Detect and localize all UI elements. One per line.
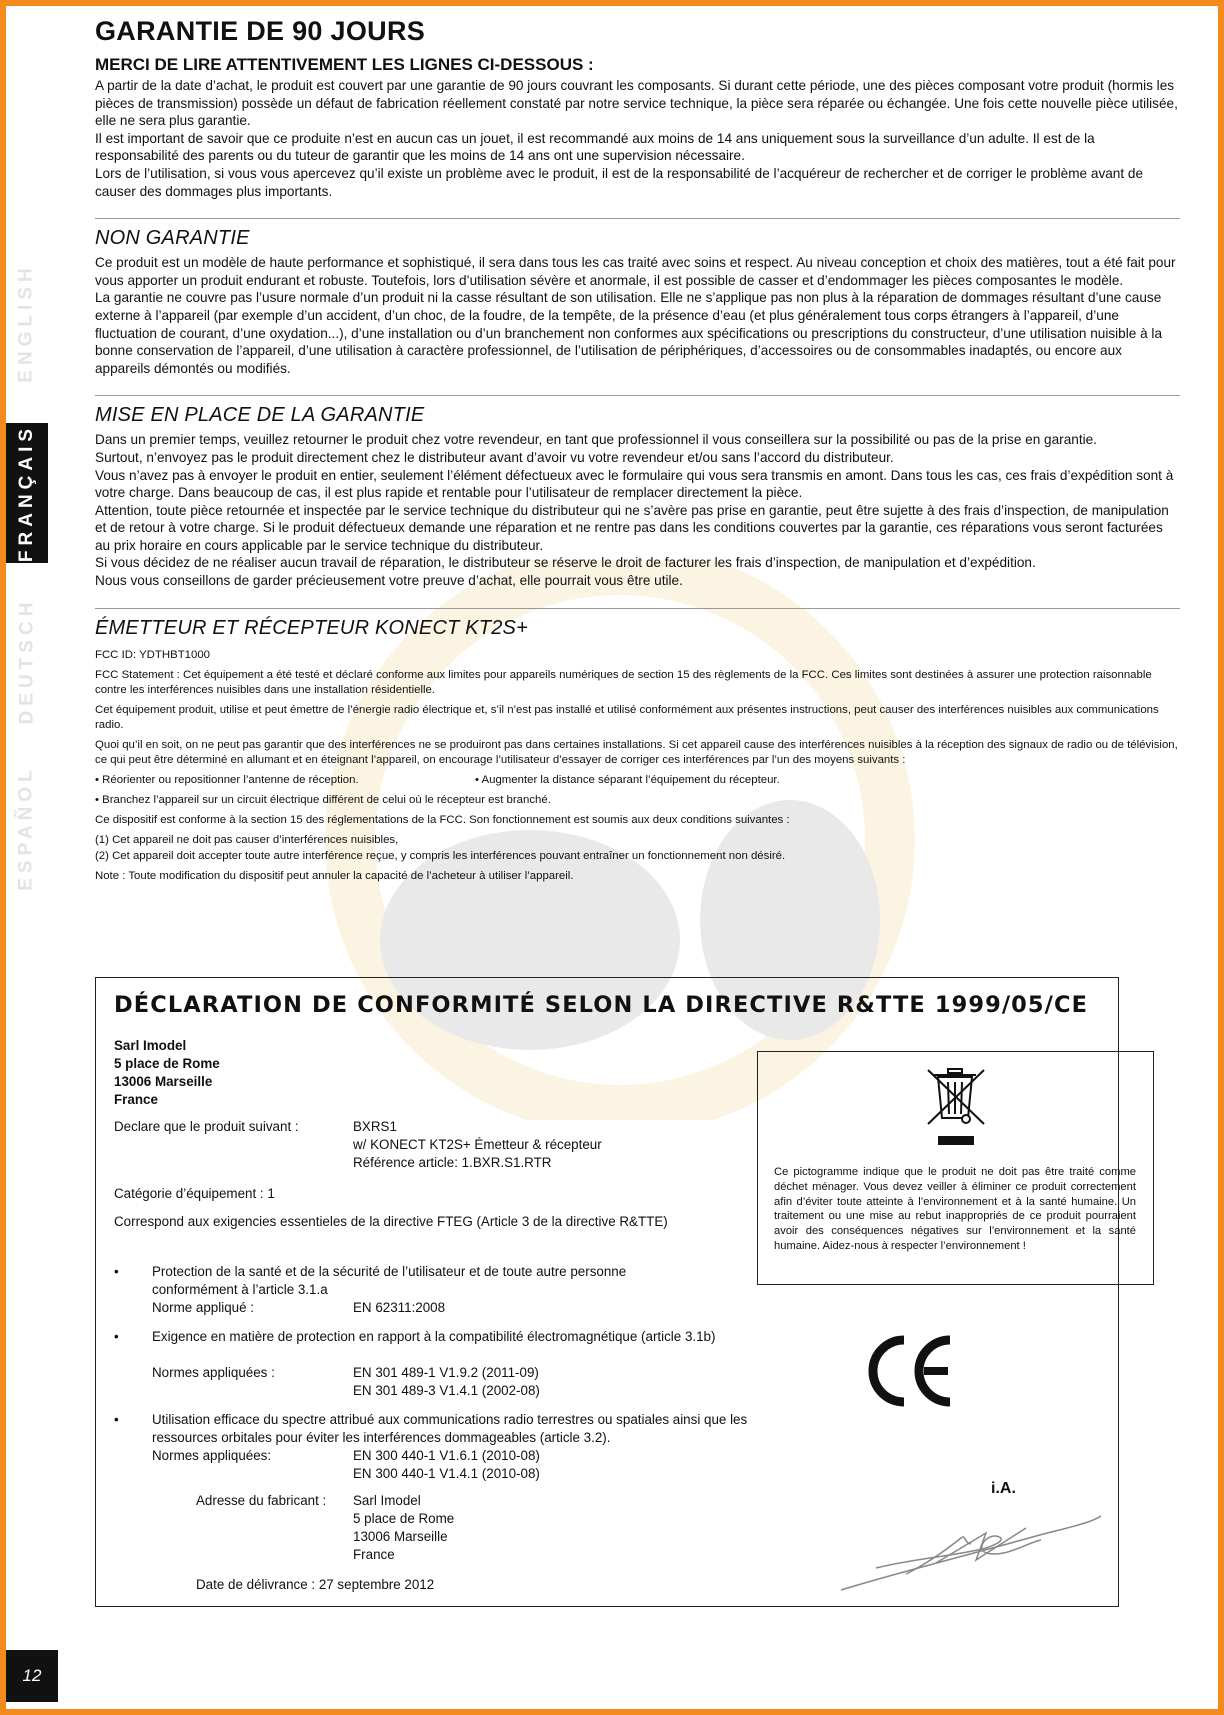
declaration-item-text: Exigence en matière de protection en rapport à la compatibilité électromagnétique (article 3.1b) xyxy=(152,1329,716,1344)
section-divider xyxy=(95,608,1180,609)
ia-label: i.A. xyxy=(991,1480,1016,1497)
crossed-bin-icon xyxy=(924,1066,988,1148)
non-warranty-paragraph: Ce produit est un modèle de haute performance et sophistiqué, il sera dans tous les cas traité avec soins et respect. Au niveau conception et choix des matières, tout a été fait pour vous apporter un produit endurant et robuste. Toutefois, lors d’utilisation sévère et anormale, il est possible de casser et d’endommager les pièces composantes le modèle. xyxy=(95,255,1176,288)
bullet-mark: • xyxy=(114,1412,119,1427)
setup-paragraph: Si vous décidez de ne réaliser aucun travail de réparation, le distributeur se réserve le droit de facturer les frais d’inspection, de manipulation et d’expédition. xyxy=(95,555,1036,571)
bullet-mark: • xyxy=(114,1264,119,1279)
fcc-bullet: • Augmenter la distance séparant l’équipement du récepteur. xyxy=(475,773,780,786)
ce-mark-icon xyxy=(866,1334,956,1408)
setup-paragraph: Dans un premier temps, veuillez retourner le produit chez votre revendeur, en tant que professionnel il vous conseillera sur la possibilité ou pas de la prise en garantie. xyxy=(95,432,1097,448)
declares-label: Declare que le produit suivant : xyxy=(114,1119,299,1134)
declaration-item-values: EN 301 489-1 V1.9.2 (2011-09) EN 301 489-3 V1.4.1 (2002-08) xyxy=(353,1365,540,1398)
corresponds-text: Correspond aux exigencies essentieles de la directive FTEG (Article 3 de la directive R&TTE) xyxy=(114,1214,668,1229)
warranty-paragraph: Lors de l’utilisation, si vous vous apercevez qu’il existe un problème avec le produit, il est de la responsabilité de l’acquéreur de rechercher et de corriger le problème avant de causer des dommages plus importants. xyxy=(95,165,1144,199)
fcc-paragraph: Cet équipement produit, utilise et peut émettre de l’énergie radio électrique et, s’il n’est pas installé et utilisé conformément aux présentes instructions, peut causer des interférences nuisibles aux communications radio. xyxy=(95,703,1159,731)
declaration-title: DÉCLARATION DE CONFORMITÉ SELON LA DIRECTIVE R&TTE 1999/05/CE xyxy=(114,992,1089,1018)
fcc-paragraph: Ce dispositif est conforme à la section 15 des réglementations de la FCC. Son fonctionnement est soumis aux deux conditions suivantes : xyxy=(95,813,790,826)
manufacturer-address: Sarl Imodel 5 place de Rome 13006 Marseille France xyxy=(353,1493,455,1562)
declaration-box xyxy=(95,977,1136,1607)
signature-image xyxy=(836,1498,1106,1598)
declaration-item-text: Protection de la santé et de la sécurité de l’utilisateur et de toute autre personne conformément à l’article 3.1.a xyxy=(152,1264,627,1297)
warranty-paragraph: Il est important de savoir que ce produite n’est en aucun cas un jouet, il est recommandé aux moins de 14 ans uniquement sous la surveillance d’un adulte. Il est de la responsabilité des parents ou du tuteur de garantir que les moins de 14 ans ont une supervision nécessaire. xyxy=(95,130,1095,164)
fcc-condition: (2) Cet appareil doit accepter toute autre interférence reçue, y compris les interférences pouvant entraîner un fonctionnement non désiré. xyxy=(95,849,786,862)
non-warranty-paragraph: La garantie ne couvre pas l’usure normale d’un produit ni la casse résultant de son utilisation. Elle ne s’applique pas non plus à la réparation de dommages résultant d’une cause externe à l’appareil (par exemple d’un accident, d’un choc, de la foudre, de la tempête, de la présence d’eau (et plus généralement tous corps étrangers à l’appareil, d’une fluctuation de courant, d’une oxydation...), d’une installation ou d’un branchement non conformes aux spécifications ou prescriptions du constructeur, d’une utilisation nuisible à la bonne conservation de l’appareil, d’une utilisation à caractère professionnel, de l’utilisation de périphériques, d’accessoires ou de consommables inadaptés, ou encore aux appareils démontés ou modifiés. xyxy=(95,290,1163,376)
declaration-item-label: Norme appliqué : xyxy=(152,1300,254,1315)
fcc-note: Note : Toute modification du dispositif peut annuler la capacité de l’acheteur à utiliser l’appareil. xyxy=(95,869,574,882)
issue-date: Date de délivrance : 27 septembre 2012 xyxy=(196,1577,435,1592)
fcc-bullet: • Réorienter ou repositionner l’antenne de réception. xyxy=(95,773,359,786)
weee-box xyxy=(757,1051,1154,1285)
warranty-paragraph: A partir de la date d’achat, le produit est couvert par une garantie de 90 jours couvrant les composants. Si durant cette période, une des pièces composant votre produit (hormis les pièces de transmission) possède un défaut de fabrication réellement constaté par notre service technique, la pièce sera réparée ou échangée. Une fois cette nouvelle pièce utilisée, elle ne sera plus garantie. xyxy=(95,78,1178,129)
company-address: Sarl Imodel 5 place de Rome 13006 Marseille France xyxy=(114,1038,220,1107)
non-warranty-title: NON GARANTIE xyxy=(95,227,250,250)
tab-francais[interactable]: FRANÇAIS xyxy=(6,423,48,563)
setup-paragraph: Nous vous conseillons de garder précieusement votre preuve d’achat, elle pourrait vous être utile. xyxy=(95,573,683,589)
section-divider xyxy=(95,218,1180,219)
tab-espanol[interactable]: ESPAÑOL xyxy=(16,764,37,891)
declaration-item-label: Normes appliquées : xyxy=(152,1365,275,1380)
declaration-item-values: EN 300 440-1 V1.6.1 (2010-08) EN 300 440-1 V1.4.1 (2010-08) xyxy=(353,1448,540,1481)
fcc-bullet: • Branchez l’appareil sur un circuit électrique différent de celui où le récepteur est branché. xyxy=(95,793,551,806)
setup-title: MISE EN PLACE DE LA GARANTIE xyxy=(95,404,425,427)
fcc-bullet-row xyxy=(95,773,1180,788)
fcc-condition: (1) Cet appareil ne doit pas causer d’interférences nuisibles, xyxy=(95,833,399,846)
fcc-statement: FCC Statement : Cet équipement a été testé et déclaré conforme aux limites pour appareils numériques de section 15 des règlements de la FCC. Ces limites sont destinées à assurer une protection raisonnable contre les interférences nuisibles dans une installation résidentielle. xyxy=(95,668,1152,696)
declaration-item-text: Utilisation efficace du spectre attribué aux communications radio terrestres ou spatiales ainsi que les ressources orbitales pour éviter les interférences dommageables (article 3.2). xyxy=(152,1412,748,1445)
setup-paragraph: Surtout, n’envoyez pas le produit directement chez le distributeur avant d’avoir vu votre revendeur et/ou sans l’accord du distributeur. xyxy=(95,449,894,465)
declaration-item-value: EN 62311:2008 xyxy=(353,1300,446,1315)
fcc-title: ÉMETTEUR ET RÉCEPTEUR KONECT KT2S+ xyxy=(95,616,528,639)
equipment-category: Catégorie d’équipement : 1 xyxy=(114,1186,275,1201)
page-number: 12 xyxy=(6,1650,58,1702)
main-content xyxy=(95,16,1180,889)
fcc-id: FCC ID: YDTHBT1000 xyxy=(95,648,210,661)
weee-text: Ce pictogramme indique que le produit ne doit pas être traité comme déchet ménager. Vous devez veiller à éliminer ce produit correctement afin d’éviter toute atteinte à l’environnement et à la santé humaine. Un traitement ou une mise au rebut inappropriés de ce produit pourraient avoir des conséquences négatives sur l’environnement et la santé humaine. Aidez-nous à respecter l’environnement ! xyxy=(774,1166,1136,1252)
product-info: BXRS1 w/ KONECT KT2S+ Émetteur & récepteur Référence article: 1.BXR.S1.RTR xyxy=(353,1119,602,1170)
section-divider xyxy=(95,395,1180,396)
fcc-paragraph: Quoi qu’il en soit, on ne peut pas garantir que des interférences ne se produiront pas dans certaines installations. Si cet appareil cause des interférences nuisibles à la réception des signaux de radio ou de télévision, ce qui peut être déterminé en allumant et en éteignant l’appareil, on encourage l’utilisateur d’essayer de corriger ces interférences par l’un des moyens suivants : xyxy=(95,738,1178,766)
warranty-subtitle: MERCI DE LIRE ATTENTIVEMENT LES LIGNES CI-DESSOUS : xyxy=(95,55,594,74)
declaration-item-label: Normes appliquées: xyxy=(152,1448,272,1463)
tab-english[interactable]: ENGLISH xyxy=(16,262,38,383)
bullet-mark: • xyxy=(114,1329,119,1344)
setup-paragraph: Vous n’avez pas à envoyer le produit en entier, seulement l’élément défectueux avec le formulaire qui vous sera transmis en amont. Dans tous les cas, ces frais d’expédition sont à votre charge. Dans beaucoup de cas, il est plus rapide et rentable pour l’utilisateur de remplacer directement la pièce. xyxy=(95,467,1174,501)
manufacturer-label: Adresse du fabricant : xyxy=(196,1493,327,1508)
warranty-title: GARANTIE DE 90 JOURS xyxy=(95,16,426,46)
setup-paragraph: Attention, toute pièce retournée et inspectée par le service technique du distributeur qui ne s’avère pas prise en garantie, peut être sujette à des frais d’inspection, de manipulation et de retour à votre charge. Si le produit défectueux demande une réparation et ne rentre pas dans les conditions couvertes par la garantie, ces réparations vous seront facturées au prix horaire en cours applicable par le service technique du distributeur. xyxy=(95,502,1169,553)
tab-deutsch[interactable]: DEUTSCH xyxy=(16,597,37,724)
